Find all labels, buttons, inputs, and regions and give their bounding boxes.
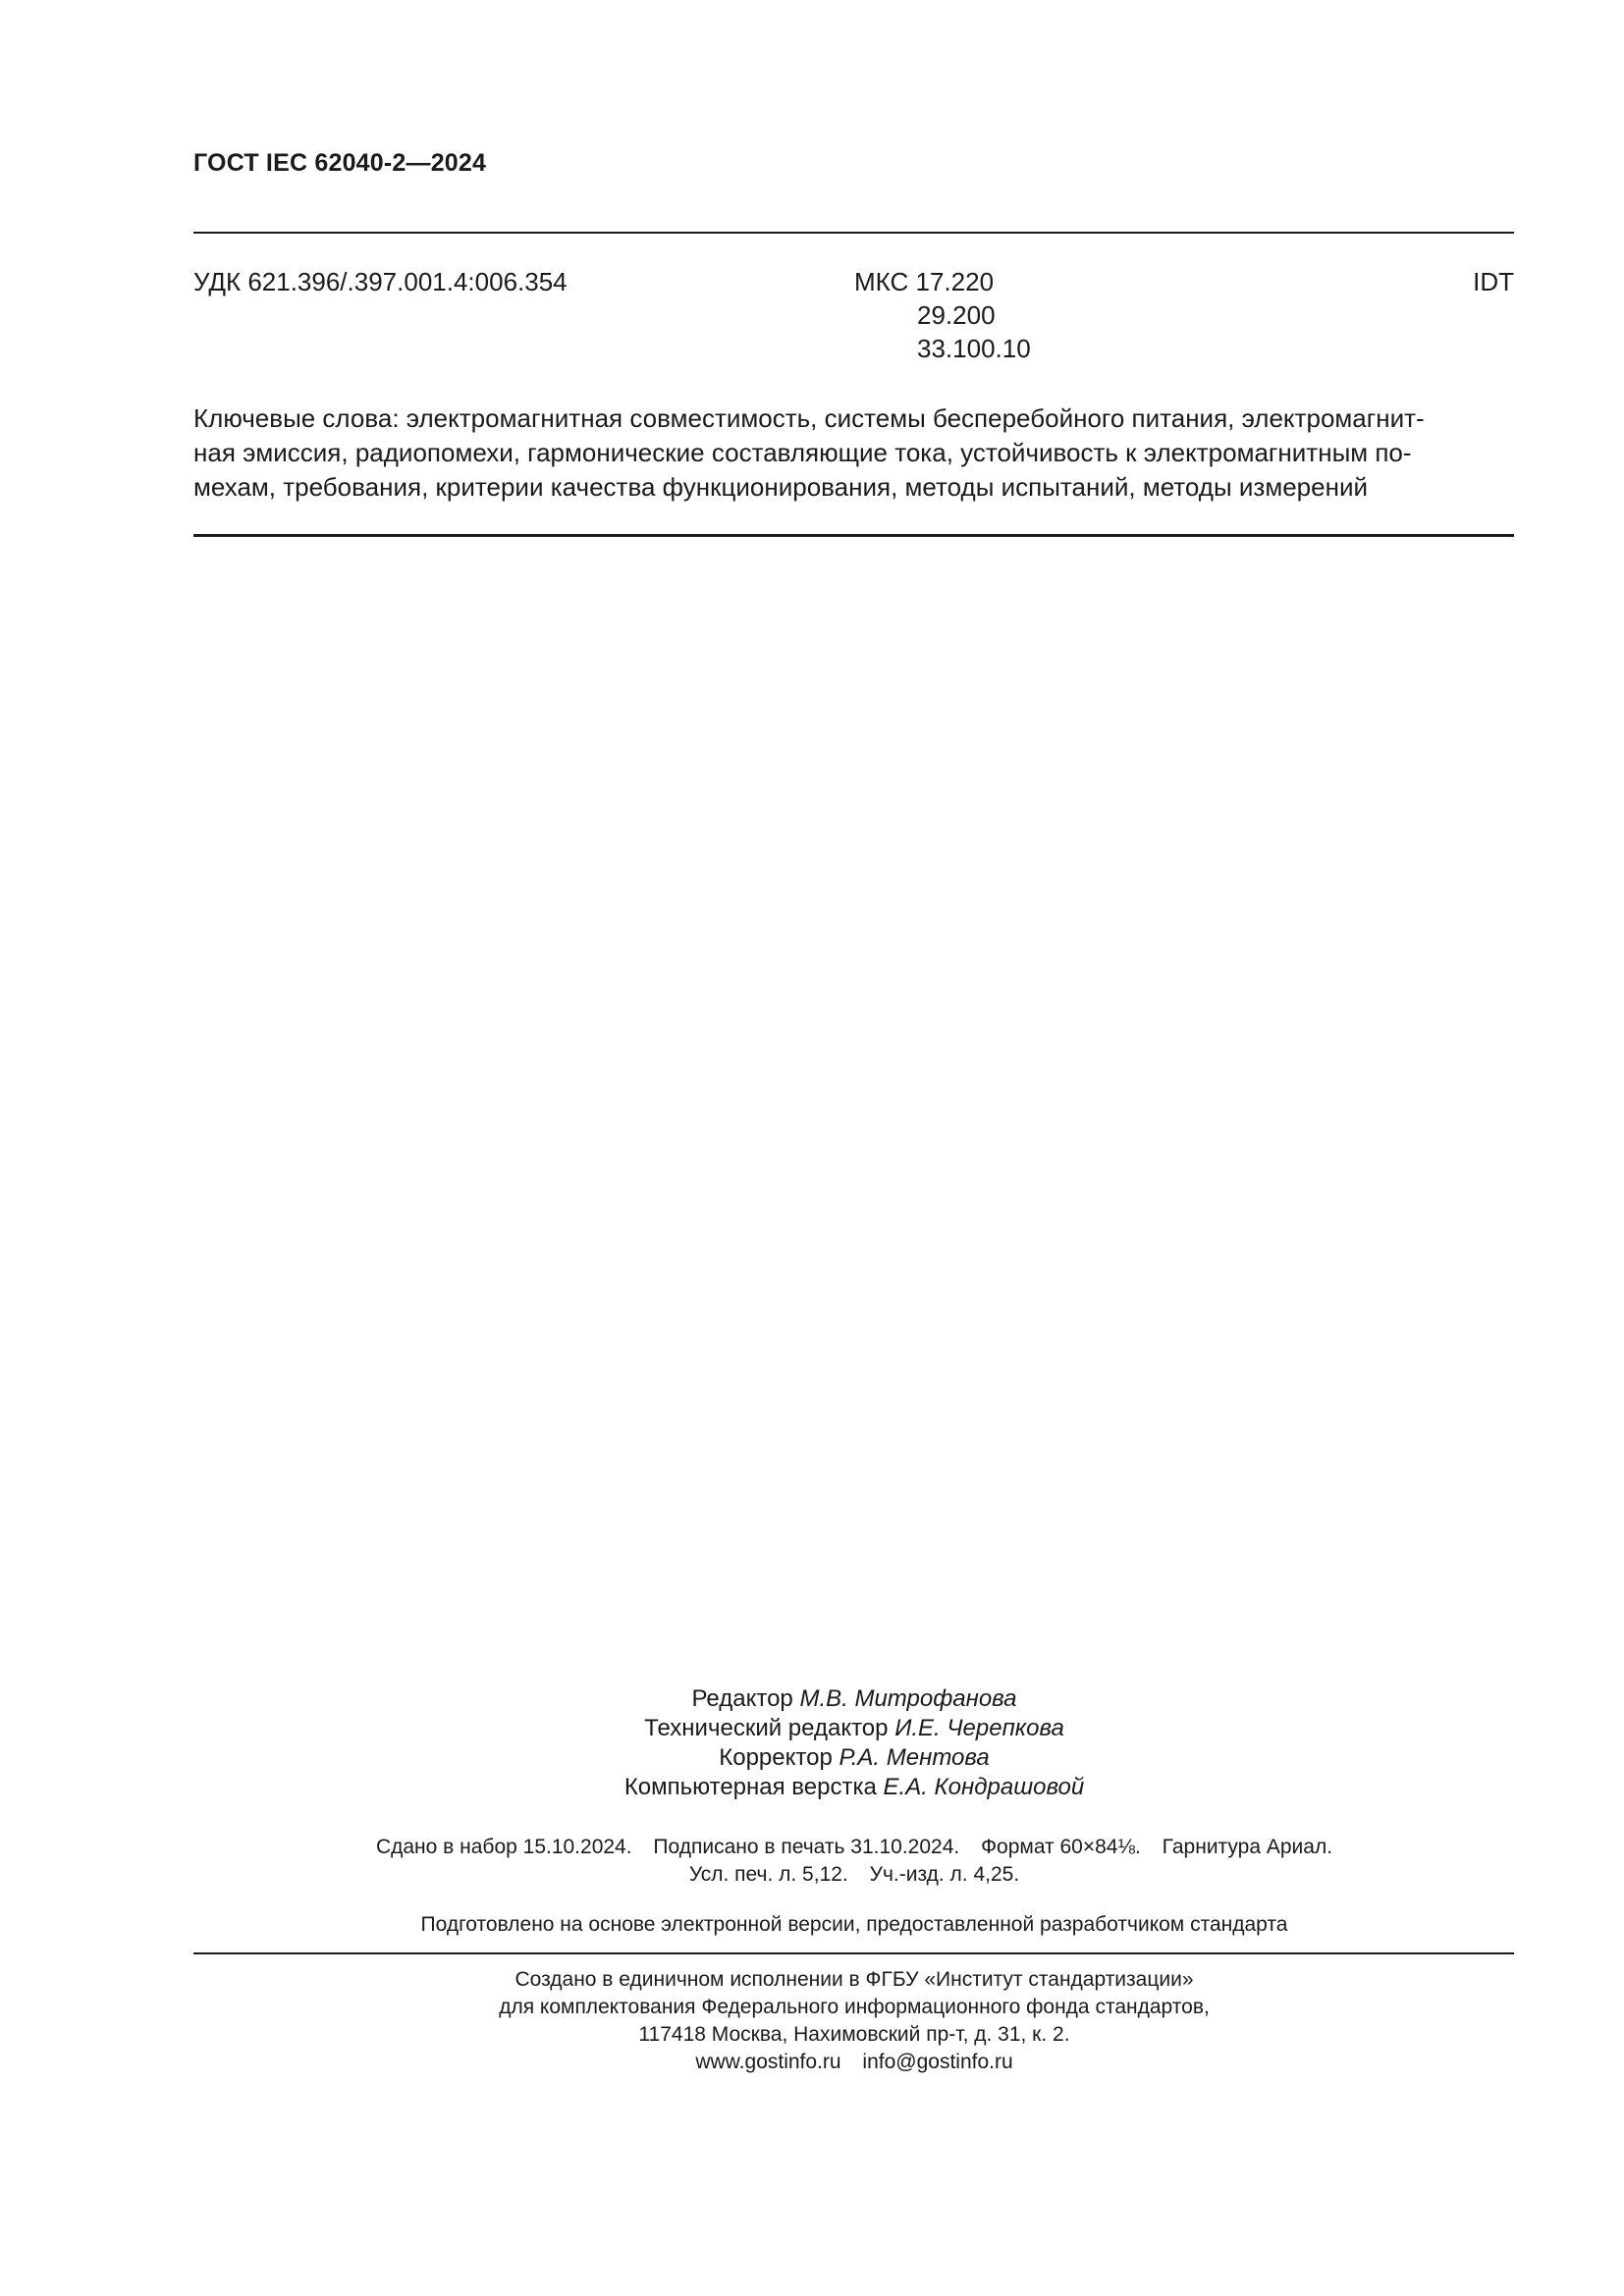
- credit-proofreader: [0, 1743, 1624, 1773]
- credit-role: Технический редактор: [644, 1715, 889, 1741]
- bottom-divider: [193, 1952, 1514, 1954]
- footer-line: для комплектования Федерального информационного фонда стандартов,: [499, 1996, 1210, 2018]
- credit-name: М.В. Митрофанова: [799, 1685, 1017, 1712]
- footer-line: Создано в единичном исполнении в ФГБУ «Институт стандартизации»: [514, 1968, 1194, 1991]
- footer-block: [0, 1966, 1624, 2076]
- print-info-line: [0, 1834, 1624, 1861]
- website-link[interactable]: www.gostinfo.ru: [695, 2051, 841, 2073]
- credit-tech-editor: [0, 1714, 1624, 1743]
- print-sheets: Усл. печ. л. 5,12.: [688, 1863, 848, 1886]
- udk-code: УДК 621.396/.397.001.4:006.354: [193, 267, 568, 296]
- credit-role: Корректор: [719, 1744, 833, 1771]
- mks-label: МКС 17.220: [854, 267, 995, 296]
- print-info: [0, 1834, 1624, 1889]
- paper-format: Формат 60×84⅛.: [981, 1836, 1141, 1858]
- credit-name: И.Е. Черепкова: [894, 1715, 1064, 1741]
- keywords-line: ная эмиссия, радиопомехи, гармонические составляющие тока, устойчивость к электромагнитным по-: [193, 438, 1412, 467]
- credit-role: Редактор: [691, 1685, 793, 1712]
- top-divider: [193, 232, 1514, 234]
- keywords-divider: [193, 534, 1514, 537]
- credit-name: Р.А. Ментова: [839, 1744, 990, 1771]
- standard-code: ГОСТ IEC 62040-2—2024: [193, 149, 487, 177]
- footer-contacts: [0, 2049, 1624, 2076]
- credit-editor: [0, 1684, 1624, 1714]
- keywords-line: Ключевые слова: электромагнитная совместимость, системы бесперебойного питания, электромагнит-: [193, 403, 1425, 433]
- prepared-note: Подготовлено на основе электронной версии, предоставленной разработчиком стандарта: [420, 1913, 1288, 1936]
- mks-code: 29.200: [917, 300, 996, 330]
- idt-label: IDT: [1473, 267, 1514, 296]
- submitted-date: Сдано в набор 15.10.2024.: [375, 1836, 632, 1858]
- credit-name: Е.А. Кондрашовой: [883, 1774, 1085, 1800]
- credits-block: [0, 1684, 1624, 1802]
- typeface: Гарнитура Ариал.: [1162, 1836, 1333, 1858]
- signed-date: Подписано в печать 31.10.2024.: [653, 1836, 960, 1858]
- credit-role: Компьютерная верстка: [623, 1774, 877, 1800]
- credit-layout: [0, 1773, 1624, 1802]
- keywords-paragraph: [193, 401, 1514, 505]
- email-link[interactable]: info@gostinfo.ru: [862, 2051, 1013, 2073]
- keywords-line: мехам, требования, критерии качества функционирования, методы испытаний, методы измерений: [193, 472, 1368, 502]
- print-info-line: [0, 1861, 1624, 1889]
- mks-codes: [917, 298, 1031, 365]
- edit-sheets: Уч.-изд. л. 4,25.: [869, 1863, 1020, 1886]
- mks-code: 33.100.10: [917, 334, 1031, 363]
- footer-line: 117418 Москва, Нахимовский пр-т, д. 31, к. 2.: [638, 2023, 1070, 2046]
